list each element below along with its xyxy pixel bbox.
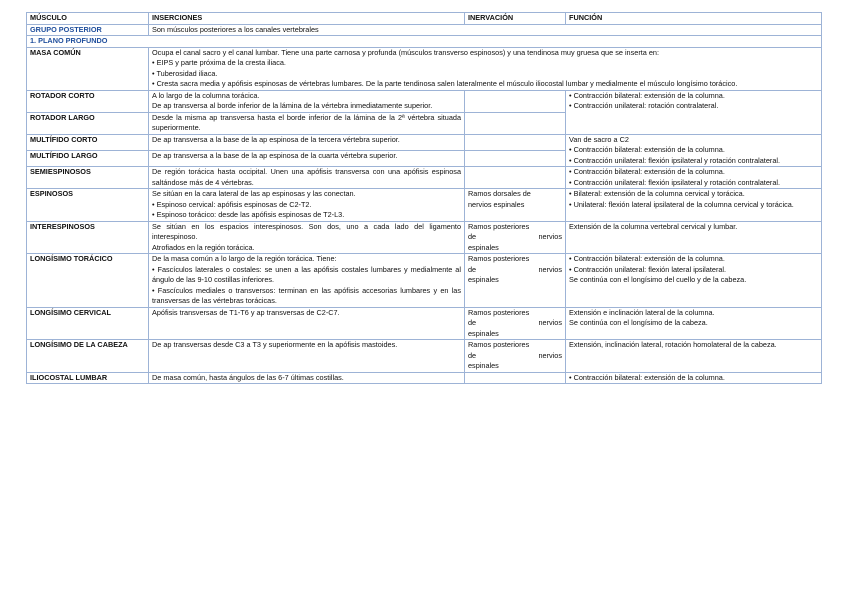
muscle-name: LONGÍSIMO DE LA CABEZA	[27, 340, 149, 373]
function-cell	[566, 134, 822, 167]
muscle-name: LONGÍSIMO TORÁCICO	[27, 254, 149, 308]
insertion-cell: Apófisis transversas de T1-T6 y ap transversas de C2-C7.	[149, 307, 465, 340]
group-desc: Son músculos posteriores a los canales vertebrales	[149, 24, 822, 36]
table-row	[27, 221, 822, 254]
innervation-word: de	[468, 264, 477, 274]
header-row	[27, 13, 822, 25]
innervation-cell	[465, 189, 566, 222]
table-row	[27, 189, 822, 222]
innervation-line: nervios espinales	[468, 199, 525, 209]
muscle-name: ILIOCOSTAL LUMBAR	[27, 372, 149, 384]
group-row	[27, 24, 822, 36]
function-line: Extensión e inclinación lateral de la columna.	[569, 307, 715, 317]
innervation-cell	[465, 150, 566, 166]
insertion-cell: Desde la misma ap transversa hasta el borde inferior de la lámina de la 2ª vértebra situada superiormente.	[149, 112, 465, 134]
function-line: • Contracción unilateral: flexión lateral ipsilateral.	[569, 264, 727, 274]
insertion-cell: De ap transversas desde C3 a T3 y superiormente en la apófisis mastoides.	[149, 340, 465, 373]
function-cell	[566, 167, 822, 189]
table-row	[27, 254, 822, 308]
muscle-name: ROTADOR CORTO	[27, 90, 149, 112]
insertion-line: • Fascículos laterales o costales: se unen a las apófisis costales lumbares y medialmente al ángulo de las 9-10 costillas inferiores.	[152, 264, 461, 284]
innervation-word: de	[468, 232, 477, 241]
table-row	[27, 340, 822, 373]
insertion-cell: De masa común, hasta ángulos de las 6-7 últimas costillas.	[149, 372, 465, 384]
group-name: GRUPO POSTERIOR	[27, 24, 149, 36]
insertion-line: Se sitúan en la cara lateral de las ap espinosas y las conectan.	[152, 189, 356, 198]
insertion-cell	[149, 90, 465, 112]
function-cell	[566, 307, 822, 340]
function-line: • Contracción bilateral: extensión de la columna.	[569, 167, 725, 176]
header-inervacion: INERVACIÓN	[465, 13, 566, 25]
function-line: • Bilateral: extensión de la columna cervical y torácica.	[569, 189, 745, 198]
table-row	[27, 90, 822, 112]
innervation-word: nervios	[538, 350, 562, 360]
innervation-cell	[465, 221, 566, 254]
innervation-line	[468, 265, 562, 276]
function-cell: Extensión de la columna vertebral cervical y lumbar.	[566, 221, 822, 254]
innervation-word: nervios	[538, 318, 562, 327]
insertion-cell	[149, 254, 465, 308]
innervation-word: nervios	[538, 264, 562, 274]
insertion-cell	[149, 221, 465, 254]
function-line: • Contracción unilateral: flexión ipsilateral y rotación contralateral.	[569, 177, 781, 187]
innervation-line	[468, 318, 562, 329]
function-line: • Contracción bilateral: extensión de la columna.	[569, 145, 725, 154]
insertion-line: • Fascículos mediales o transversos: terminan en las apófisis accesorias lumbares y en las transversas de las vértebras torácicas.	[152, 285, 461, 305]
muscle-name: MULTÍFIDO CORTO	[27, 134, 149, 150]
plane-row	[27, 36, 822, 48]
muscle-name: MASA COMÚN	[27, 47, 149, 90]
muscle-table	[26, 12, 822, 384]
insertion-line: • Cresta sacra media y apófisis espinosas de vértebras lumbares. De la parte tendinosa salen lateralmente el músculo iliocostal lumbar y medialmente el músculo longísimo torácico.	[152, 79, 738, 88]
table-row	[27, 167, 822, 189]
muscle-name: ROTADOR LARGO	[27, 112, 149, 134]
innervation-line: Ramos posteriores	[468, 340, 530, 349]
innervation-cell	[465, 90, 566, 112]
insertion-line: Se sitúan en los espacios interespinosos. Son dos, uno a cada lado del ligamento interespinoso.	[152, 221, 461, 241]
muscle-name: SEMIESPINOSOS	[27, 167, 149, 189]
function-line: Se continúa con el longísimo de la cabeza.	[569, 318, 708, 327]
insertion-cell	[149, 189, 465, 222]
function-cell	[566, 90, 822, 134]
header-funcion: FUNCIÓN	[566, 13, 822, 25]
function-line: • Unilateral: flexión lateral ipsilateral de la columna cervical y torácica.	[569, 199, 794, 209]
function-line: • Contracción unilateral: flexión ipsilateral y rotación contralateral.	[569, 155, 781, 165]
function-cell: Extensión, inclinación lateral, rotación homolateral de la cabeza.	[566, 340, 822, 373]
insertion-line: • EIPS y parte próxima de la cresta iliaca.	[152, 58, 286, 67]
table-row	[27, 307, 822, 340]
innervation-word: nervios	[538, 232, 562, 241]
insertion-cell: De región torácica hasta occipital. Unen una apófisis transversa con una apófisis espinosa saltándose más de 4 vértebras.	[149, 167, 465, 189]
innervation-line: espinales	[468, 328, 499, 338]
innervation-cell	[465, 340, 566, 373]
innervation-word: de	[468, 318, 477, 327]
innervation-line: espinales	[468, 242, 499, 252]
insertion-cell	[149, 47, 822, 90]
function-line: • Contracción unilateral: rotación contralateral.	[569, 101, 719, 110]
insertion-line: De la masa común a lo largo de la región torácica. Tiene:	[152, 254, 337, 263]
innervation-line	[468, 232, 562, 243]
plane-title: 1. PLANO PROFUNDO	[27, 36, 822, 48]
function-line: • Contracción bilateral: extensión de la columna.	[569, 254, 725, 263]
header-inserciones: INSERCIONES	[149, 13, 465, 25]
innervation-line: espinales	[468, 275, 499, 284]
muscle-name: MULTÍFIDO LARGO	[27, 150, 149, 166]
innervation-cell	[465, 372, 566, 384]
innervation-line: Ramos posteriores	[468, 254, 530, 263]
function-cell: • Contracción bilateral: extensión de la columna.	[566, 372, 822, 384]
innervation-cell	[465, 134, 566, 150]
insertion-line: Atrofiados en la región torácica.	[152, 242, 255, 252]
function-cell	[566, 189, 822, 222]
innervation-word: de	[468, 350, 477, 360]
muscle-name: ESPINOSOS	[27, 189, 149, 222]
insertion-cell: De ap transversa a la base de la ap espinosa de la cuarta vértebra superior.	[149, 150, 465, 166]
insertion-line: De ap transversa al borde inferior de la lámina de la vértebra inmediatamente superior.	[152, 101, 433, 110]
innervation-cell	[465, 254, 566, 308]
insertion-line: A lo largo de la columna torácica.	[152, 90, 260, 100]
table-row	[27, 47, 822, 90]
insertion-line: Ocupa el canal sacro y el canal lumbar. Tiene una parte carnosa y profunda (músculos transverso espinosos) y una tendinosa muy gruesa que se inserta en:	[152, 47, 660, 57]
muscle-name: INTERESPINOSOS	[27, 221, 149, 254]
insertion-cell: De ap transversa a la base de la ap espinosa de la tercera vértebra superior.	[149, 134, 465, 150]
function-line: Se continúa con el longísimo del cuello y de la cabeza.	[569, 275, 747, 284]
innervation-line: Ramos dorsales de	[468, 189, 531, 198]
innervation-cell	[465, 167, 566, 189]
muscle-name: LONGÍSIMO CERVICAL	[27, 307, 149, 340]
insertion-line: • Espinoso torácico: desde las apófisis espinosas de T2-L3.	[152, 210, 345, 219]
table-row	[27, 134, 822, 150]
table-row	[27, 372, 822, 384]
innervation-cell	[465, 307, 566, 340]
function-line: • Contracción bilateral: extensión de la columna.	[569, 90, 725, 100]
function-cell	[566, 254, 822, 308]
innervation-line: espinales	[468, 361, 499, 370]
insertion-line: • Espinoso cervical: apófisis espinosas de C2-T2.	[152, 199, 312, 209]
innervation-cell	[465, 112, 566, 134]
insertion-line: • Tuberosidad iliaca.	[152, 68, 218, 78]
innervation-line: Ramos posteriores	[468, 307, 530, 317]
header-musculo: MÚSCULO	[27, 13, 149, 25]
innervation-line: Ramos posteriores	[468, 221, 530, 231]
function-line: Van de sacro a C2	[569, 134, 629, 144]
innervation-line	[468, 351, 562, 362]
